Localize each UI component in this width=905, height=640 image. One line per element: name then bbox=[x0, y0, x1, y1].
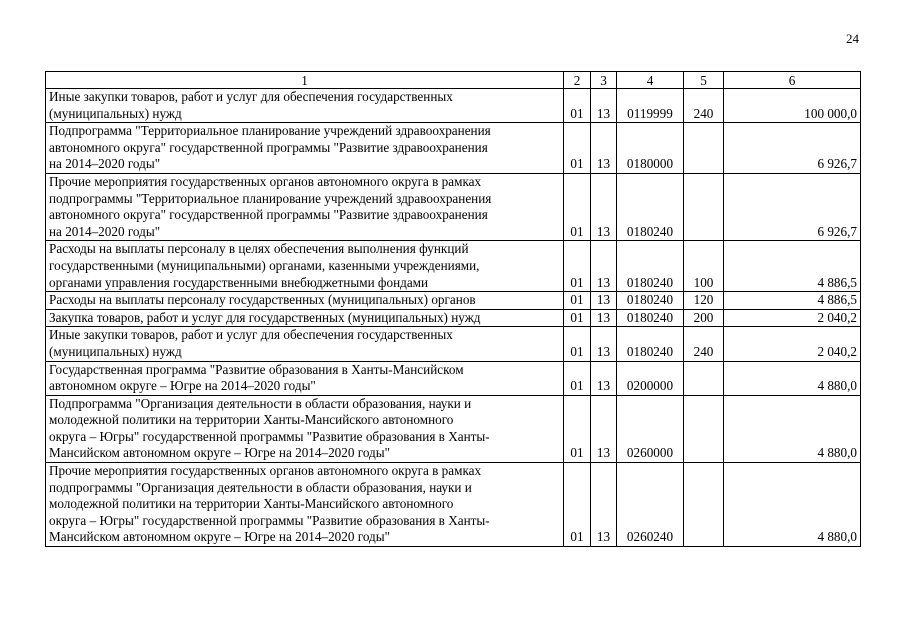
row-vr: 240 bbox=[684, 89, 724, 123]
row-csr: 0180240 bbox=[617, 327, 684, 361]
table-row bbox=[46, 123, 861, 174]
row-vr bbox=[684, 123, 724, 174]
row-razdel: 01 bbox=[564, 327, 591, 361]
row-csr: 0180240 bbox=[617, 173, 684, 240]
row-vr: 200 bbox=[684, 309, 724, 327]
row-vr bbox=[684, 395, 724, 462]
row-podrazdel: 13 bbox=[591, 241, 617, 292]
table-row bbox=[46, 395, 861, 462]
table-header bbox=[46, 72, 861, 89]
row-razdel: 01 bbox=[564, 292, 591, 310]
row-podrazdel: 13 bbox=[591, 123, 617, 174]
table-row bbox=[46, 173, 861, 240]
header-col-2: 2 bbox=[564, 72, 591, 89]
row-podrazdel: 13 bbox=[591, 292, 617, 310]
header-col-3: 3 bbox=[591, 72, 617, 89]
row-name: Расходы на выплаты персоналу государственных (муниципальных) органов bbox=[46, 292, 564, 310]
row-podrazdel: 13 bbox=[591, 361, 617, 395]
page-number: 24 bbox=[846, 31, 859, 46]
row-csr: 0119999 bbox=[617, 89, 684, 123]
row-amount: 4 886,5 bbox=[724, 241, 861, 292]
row-name: Прочие мероприятия государственных органов автономного округа в рамках подпрограммы "Организация деятельности в области образования, науки и молодежной политики на территории Ханты-Мансийского автономного округа – Югры" государственной программы "Развитие образования в Ханты- Мансийском автономном округе – Югре на 2014–2020 годы" bbox=[46, 463, 564, 547]
budget-table bbox=[45, 71, 861, 547]
table-row bbox=[46, 292, 861, 310]
row-podrazdel: 13 bbox=[591, 395, 617, 462]
row-csr: 0180240 bbox=[617, 292, 684, 310]
row-csr: 0260000 bbox=[617, 395, 684, 462]
row-vr bbox=[684, 361, 724, 395]
header-col-6: 6 bbox=[724, 72, 861, 89]
row-csr: 0260240 bbox=[617, 463, 684, 547]
table-row bbox=[46, 361, 861, 395]
table-row bbox=[46, 309, 861, 327]
row-razdel: 01 bbox=[564, 361, 591, 395]
row-name: Подпрограмма "Территориальное планирование учреждений здравоохранения автономного округа" государственной программы "Развитие здравоохранения на 2014–2020 годы" bbox=[46, 123, 564, 174]
row-razdel: 01 bbox=[564, 309, 591, 327]
row-vr: 100 bbox=[684, 241, 724, 292]
table-row bbox=[46, 463, 861, 547]
row-name: Иные закупки товаров, работ и услуг для обеспечения государственных (муниципальных) нужд bbox=[46, 89, 564, 123]
row-name: Прочие мероприятия государственных органов автономного округа в рамках подпрограммы "Территориальное планирование учреждений здравоохранения автономного округа" государственной программы "Развитие здравоохранения на 2014–2020 годы" bbox=[46, 173, 564, 240]
row-vr bbox=[684, 463, 724, 547]
row-name: Расходы на выплаты персоналу в целях обеспечения выполнения функций государственными (муниципальными) органами, казенными учреждениями, органами управления государственными внебюджетными фондами bbox=[46, 241, 564, 292]
row-podrazdel: 13 bbox=[591, 309, 617, 327]
row-amount: 2 040,2 bbox=[724, 327, 861, 361]
table-body bbox=[46, 89, 861, 547]
row-csr: 0200000 bbox=[617, 361, 684, 395]
row-name: Государственная программа "Развитие образования в Ханты-Мансийском автономном округе – Югре на 2014–2020 годы" bbox=[46, 361, 564, 395]
row-razdel: 01 bbox=[564, 463, 591, 547]
row-razdel: 01 bbox=[564, 173, 591, 240]
header-col-4: 4 bbox=[617, 72, 684, 89]
row-amount: 2 040,2 bbox=[724, 309, 861, 327]
row-podrazdel: 13 bbox=[591, 173, 617, 240]
table-row bbox=[46, 241, 861, 292]
table-row bbox=[46, 89, 861, 123]
header-col-5: 5 bbox=[684, 72, 724, 89]
row-name: Иные закупки товаров, работ и услуг для обеспечения государственных (муниципальных) нужд bbox=[46, 327, 564, 361]
row-csr: 0180240 bbox=[617, 241, 684, 292]
row-csr: 0180240 bbox=[617, 309, 684, 327]
row-podrazdel: 13 bbox=[591, 327, 617, 361]
row-amount: 4 886,5 bbox=[724, 292, 861, 310]
row-amount: 6 926,7 bbox=[724, 173, 861, 240]
row-razdel: 01 bbox=[564, 241, 591, 292]
header-col-1: 1 bbox=[46, 72, 564, 89]
table-row bbox=[46, 327, 861, 361]
row-amount: 6 926,7 bbox=[724, 123, 861, 174]
row-vr: 240 bbox=[684, 327, 724, 361]
row-podrazdel: 13 bbox=[591, 463, 617, 547]
row-vr: 120 bbox=[684, 292, 724, 310]
row-podrazdel: 13 bbox=[591, 89, 617, 123]
row-amount: 4 880,0 bbox=[724, 395, 861, 462]
row-name: Подпрограмма "Организация деятельности в области образования, науки и молодежной политики на территории Ханты-Мансийского автономного округа – Югры" государственной программы "Развитие образования в Ханты- Мансийском автономном округе – Югре на 2014–2020 годы" bbox=[46, 395, 564, 462]
row-razdel: 01 bbox=[564, 395, 591, 462]
row-name: Закупка товаров, работ и услуг для государственных (муниципальных) нужд bbox=[46, 309, 564, 327]
row-razdel: 01 bbox=[564, 123, 591, 174]
row-amount: 4 880,0 bbox=[724, 361, 861, 395]
row-csr: 0180000 bbox=[617, 123, 684, 174]
row-amount: 4 880,0 bbox=[724, 463, 861, 547]
row-razdel: 01 bbox=[564, 89, 591, 123]
row-amount: 100 000,0 bbox=[724, 89, 861, 123]
row-vr bbox=[684, 173, 724, 240]
header-row bbox=[46, 72, 861, 89]
